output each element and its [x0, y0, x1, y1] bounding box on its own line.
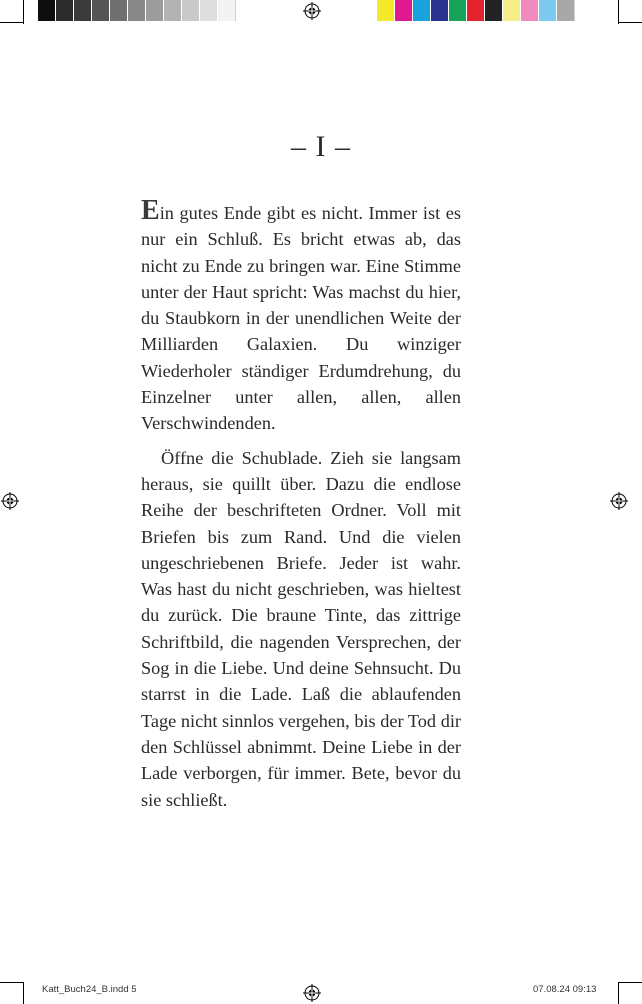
paragraph-1 — [141, 195, 461, 437]
slug-datetime: 07.08.24 09:13 — [533, 984, 597, 995]
crop-mark — [618, 22, 642, 23]
crop-mark — [618, 982, 642, 983]
color-swatch — [395, 0, 413, 21]
color-swatch — [521, 0, 539, 21]
registration-mark-icon — [1, 492, 19, 510]
color-swatch — [128, 0, 146, 21]
color-swatch — [182, 0, 200, 21]
crop-mark — [0, 22, 24, 23]
color-swatch — [146, 0, 164, 21]
color-swatch — [377, 0, 395, 21]
paragraph-2: Öffne die Schublade. Zieh sie langsam heraus, sie quillt über. Dazu die endlose Reihe der beschrifteten Ordner. Voll mit Briefen bis zum Rand. Und die vielen ungeschriebenen Briefe. Jeder ist wahr. Was hast du nicht geschrieben, was hieltest du zurück. Die braune Tinte, das zittrige Schriftbild, die nagenden Versprechen, der Sog in die Liebe. Und deine Sehnsucht. Du starrst in die Lade. Laß die ablaufenden Tage nicht sinnlos vergehen, bis der Tod dir den Schlüssel abnimmt. Deine Liebe in der Lade verborgen, für immer. Bete, bevor du sie schließt. — [141, 447, 461, 810]
color-swatch — [413, 0, 431, 21]
color-swatch — [164, 0, 182, 21]
color-swatch — [557, 0, 575, 21]
color-swatch — [449, 0, 467, 21]
process-color-bar — [377, 0, 575, 21]
crop-mark — [618, 982, 619, 1004]
crop-mark — [23, 982, 24, 1004]
body-text — [141, 195, 461, 813]
color-swatch — [38, 0, 56, 21]
registration-mark-icon — [303, 2, 321, 20]
registration-mark-icon — [303, 984, 321, 1002]
color-swatch — [74, 0, 92, 21]
crop-mark — [0, 982, 24, 983]
color-swatch — [200, 0, 218, 21]
color-swatch — [218, 0, 236, 21]
color-swatch — [92, 0, 110, 21]
color-swatch — [467, 0, 485, 21]
color-swatch — [431, 0, 449, 21]
paragraph-1-text: in gutes Ende gibt es nicht. Immer ist es nur ein Schluß. Es bricht etwas ab, das nicht zu Ende zu bringen war. Eine Stimme unter der Haut spricht: Was machst du hier, du Staubkorn in der unendlichen Weite der Milliarden Galaxien. Du winziger Wiederholer ständiger Erdumdrehung, du Einzelner unter allen, allen, allen Verschwindenden. — [141, 203, 461, 434]
chapter-heading: – I – — [291, 130, 351, 163]
gray-color-bar — [38, 0, 236, 21]
crop-mark — [618, 0, 619, 24]
slug-file-info: Katt_Buch24_B.indd 5 — [42, 984, 137, 995]
color-swatch — [485, 0, 503, 21]
color-swatch — [110, 0, 128, 21]
drop-cap: E — [141, 195, 160, 226]
color-swatch — [539, 0, 557, 21]
color-swatch — [56, 0, 74, 21]
crop-mark — [23, 0, 24, 24]
registration-mark-icon — [610, 492, 628, 510]
color-swatch — [503, 0, 521, 21]
